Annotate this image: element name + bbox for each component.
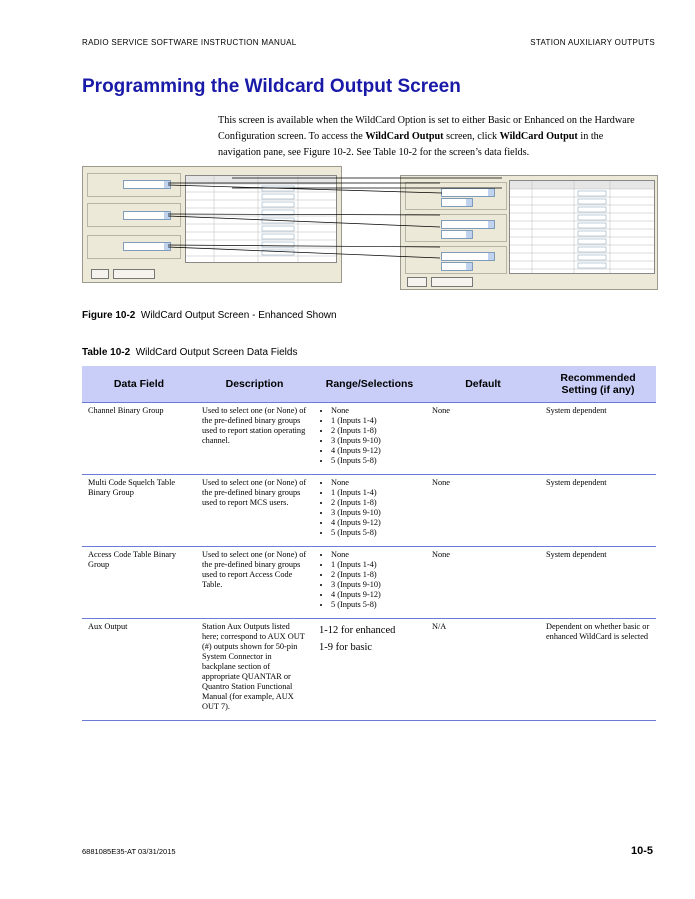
cell-field: Multi Code Squelch Table Binary Group: [82, 475, 196, 547]
range-option: • 2 (Inputs 1-8): [331, 426, 420, 436]
range-option: • 3 (Inputs 9-10): [331, 508, 420, 518]
figure-caption: Figure 10-2 WildCard Output Screen - Enhanced Shown: [82, 310, 337, 321]
data-fields-table: [82, 366, 656, 721]
table-caption: Table 10-2 WildCard Output Screen Data Fields: [82, 347, 298, 358]
range-option: • 4 (Inputs 9-12): [331, 590, 420, 600]
cell-field: Channel Binary Group: [82, 403, 196, 475]
cell-range: [313, 403, 426, 475]
cell-default: None: [426, 475, 540, 547]
cell-field: Aux Output: [82, 619, 196, 721]
range-option: • 5 (Inputs 5-8): [331, 456, 420, 466]
range-option: • 4 (Inputs 9-12): [331, 518, 420, 528]
range-option: • None: [331, 550, 420, 560]
cell-recommended: System dependent: [540, 547, 656, 619]
range-option: • None: [331, 406, 420, 416]
table-row: [82, 619, 656, 721]
table-row: [82, 475, 656, 547]
header-range: Range/Selections: [313, 366, 426, 403]
table-row: [82, 403, 656, 475]
cell-default: N/A: [426, 619, 540, 721]
range-enhanced: 1-12 for enhanced: [319, 625, 396, 636]
connector-lines: [82, 166, 657, 288]
cell-description: Station Aux Outputs listed here; correspond to AUX OUT (#) outputs shown for 50-pin System Connector in backplane section of appropriate QUANTAR or Quantro Station Functional Manual (for example, AUX OUT 7).: [196, 619, 313, 721]
page-number: 10-5: [630, 845, 653, 857]
cell-description: Used to select one (or None) of the pre-defined binary groups used to report station operating channel.: [196, 403, 313, 475]
cell-recommended: System dependent: [540, 475, 656, 547]
cell-recommended: System dependent: [540, 403, 656, 475]
cell-field: Access Code Table Binary Group: [82, 547, 196, 619]
header-default: Default: [426, 366, 540, 403]
page-title: Programming the Wildcard Output Screen: [82, 76, 461, 97]
header-data-field: Data Field: [82, 366, 196, 403]
range-option: • 5 (Inputs 5-8): [331, 600, 420, 610]
range-option: • 2 (Inputs 1-8): [331, 498, 420, 508]
cell-default: None: [426, 547, 540, 619]
cell-range: [313, 547, 426, 619]
range-option: • None: [331, 478, 420, 488]
wildcard-output-figure: [82, 166, 657, 288]
range-option: • 4 (Inputs 9-12): [331, 446, 420, 456]
header-description: Description: [196, 366, 313, 403]
footer-doc-id: 6881085E35-AT 03/31/2015: [82, 847, 176, 856]
range-option: • 3 (Inputs 9-10): [331, 436, 420, 446]
range-option: • 1 (Inputs 1-4): [331, 488, 420, 498]
cell-range: [313, 619, 426, 721]
cell-default: None: [426, 403, 540, 475]
range-basic: 1-9 for basic: [319, 642, 373, 653]
header-recommended: Recommended Setting (if any): [540, 366, 656, 403]
range-option: • 1 (Inputs 1-4): [331, 416, 420, 426]
running-header-left: RADIO SERVICE SOFTWARE INSTRUCTION MANUAL: [82, 38, 297, 47]
cell-description: Used to select one (or None) of the pre-defined binary groups used to report MCS users.: [196, 475, 313, 547]
table-row: [82, 547, 656, 619]
range-option: • 3 (Inputs 9-10): [331, 580, 420, 590]
range-option: • 5 (Inputs 5-8): [331, 528, 420, 538]
cell-range: [313, 475, 426, 547]
table-header-row: [82, 366, 656, 403]
range-option: • 2 (Inputs 1-8): [331, 570, 420, 580]
cell-description: Used to select one (or None) of the pre-defined binary groups used to report Access Code Table.: [196, 547, 313, 619]
cell-recommended: Dependent on whether basic or enhanced WildCard is selected: [540, 619, 656, 721]
running-header-right: STATION AUXILIARY OUTPUTS: [530, 38, 655, 47]
intro-paragraph: This screen is available when the WildCard Option is set to either Basic or Enhanced on the Hardware Configuration screen. To access the WildCard Output screen, click WildCard Output in the navigation pane, see Figure 10-2. See Table 10-2 for the screen’s data fields.: [218, 115, 635, 158]
range-option: • 1 (Inputs 1-4): [331, 560, 420, 570]
